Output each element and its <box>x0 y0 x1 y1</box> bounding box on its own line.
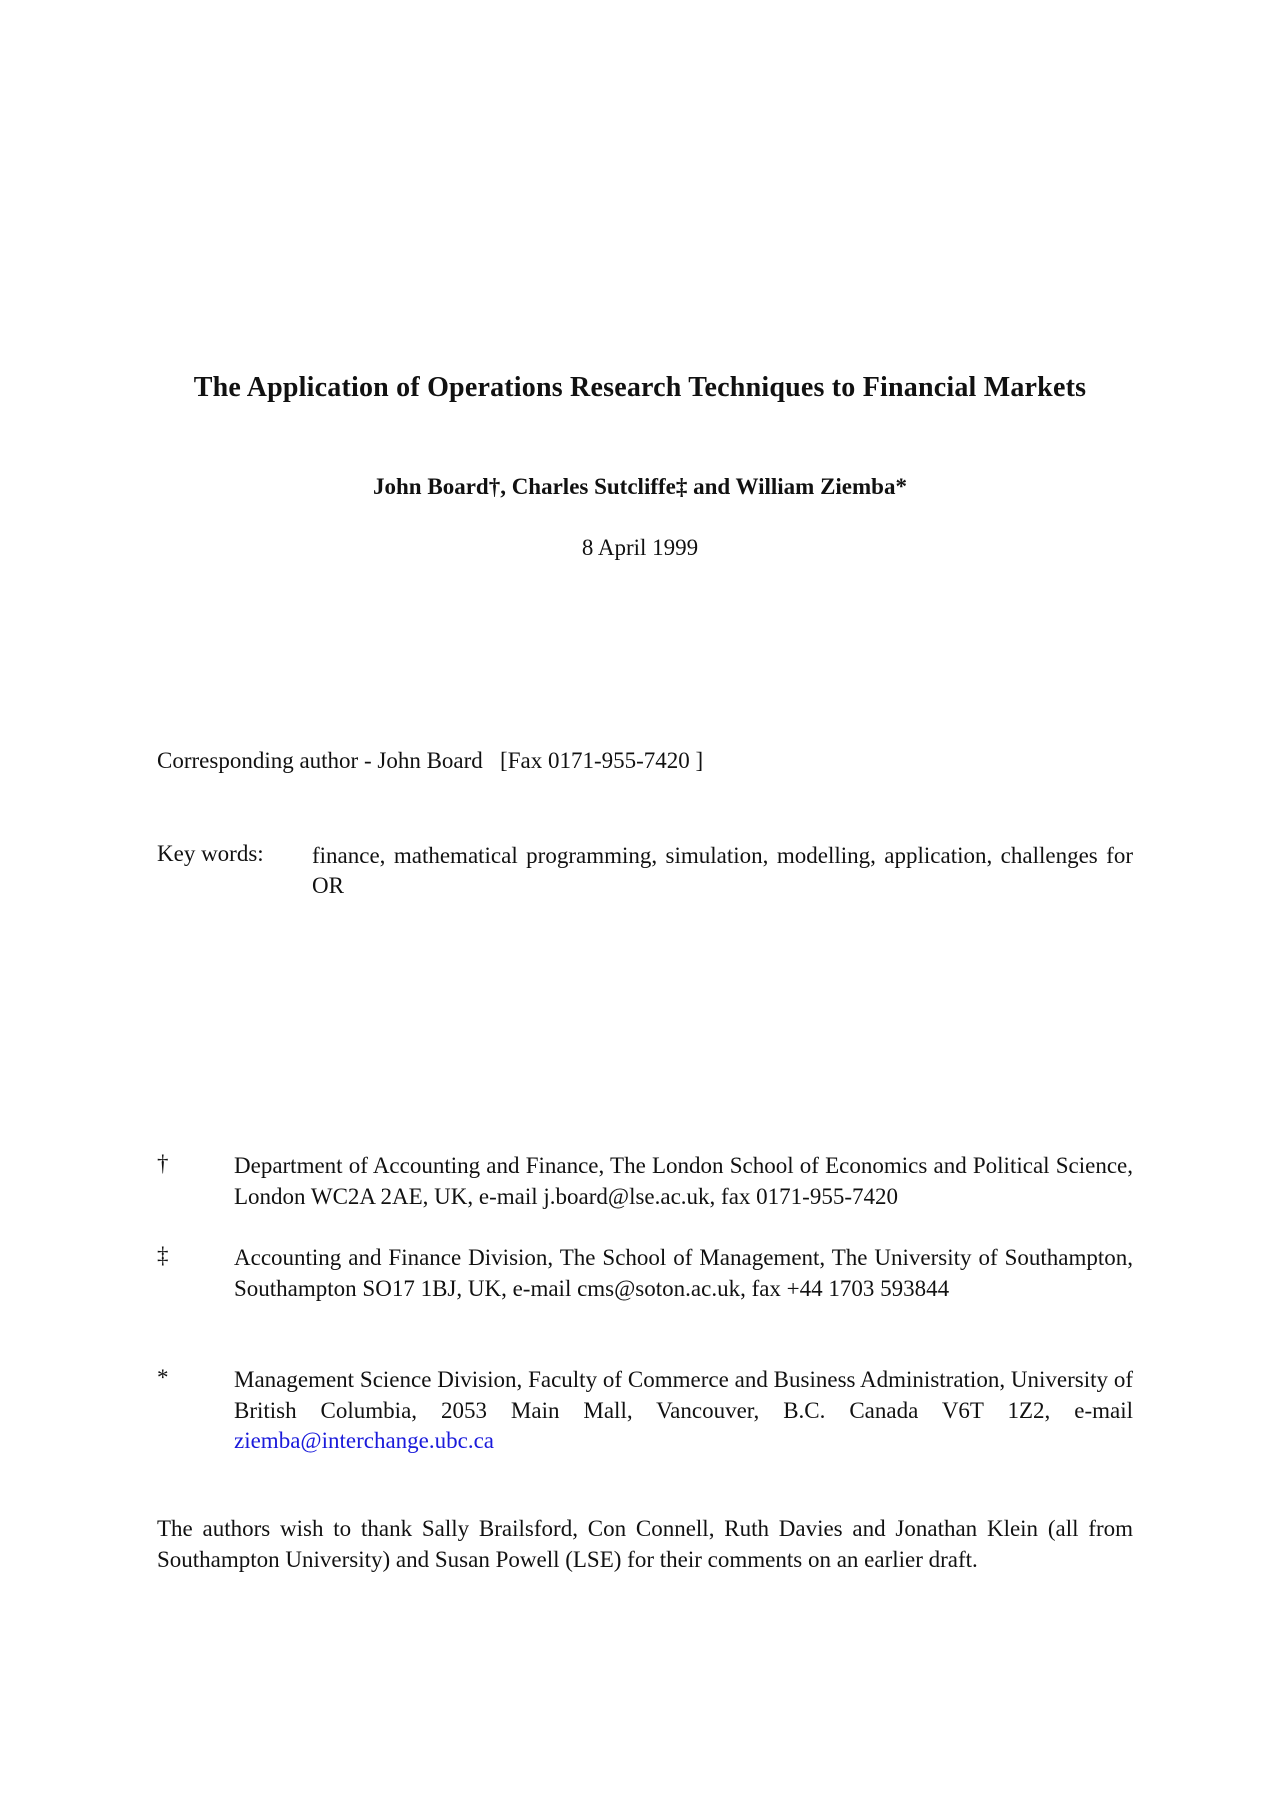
affiliation-ubc-text: Management Science Division, Faculty of Commerce and Business Administration, University of British Columbia, 2053 Main Mall, Vancouver, B.C. Canada V6T 1Z2, e-mail <box>234 1367 1133 1423</box>
keywords-text: finance, mathematical programming, simulation, modelling, application, challenges for OR <box>312 843 1133 898</box>
paper-date: 8 April 1999 <box>581 535 699 560</box>
affiliation-symbol-double-dagger: ‡ <box>157 1243 169 1268</box>
author-list: John Board†, Charles Sutcliffe‡ and William Ziemba* <box>373 474 907 499</box>
affiliation-southampton: Accounting and Finance Division, The School of Management, The University of Southampton, Southampton SO17 1BJ, UK, e-mail cms@soton.ac.uk, fax +44 1703 593844 <box>234 1245 1133 1301</box>
affiliation-ubc <box>234 1365 1133 1457</box>
acknowledgement: The authors wish to thank Sally Brailsford, Con Connell, Ruth Davies and Jonathan Klein (all from Southampton University) and Susan Powell (LSE) for their comments on an earlier draft. <box>157 1516 1133 1572</box>
corresponding-author: Corresponding author - John Board [Fax 0171-955-7420 ] <box>157 748 704 773</box>
paper-title: The Application of Operations Research Techniques to Financial Markets <box>193 372 1087 403</box>
affiliation-symbol-dagger: † <box>157 1151 169 1176</box>
ziemba-email-link[interactable]: ziemba@interchange.ubc.ca <box>234 1428 494 1453</box>
keywords-label: Key words: <box>157 841 264 866</box>
affiliation-symbol-asterisk: * <box>157 1365 169 1390</box>
affiliation-lse: Department of Accounting and Finance, The London School of Economics and Political Science, London WC2A 2AE, UK, e-mail j.board@lse.ac.uk, fax 0171-955-7420 <box>234 1153 1133 1209</box>
